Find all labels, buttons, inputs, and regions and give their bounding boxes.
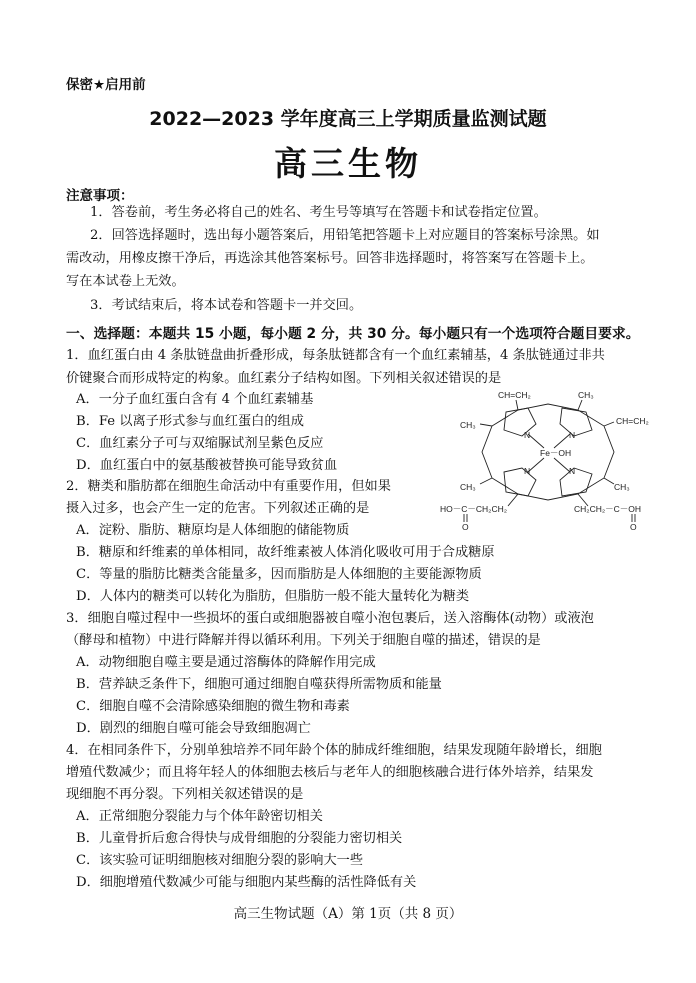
q2-stem-line-1: 2．糖类和脂肪都在细胞生命活动中有重要作用，但如果 [66,479,391,494]
q4-stem-line-1: 4．在相同条件下，分别单独培养不同年龄个体的肺成纤维细胞，结果发现随年龄增长，细胞 [66,743,602,758]
q1-stem-line-2: 价键聚合而形成特定的构象。血红素分子结构如图。下列相关叙述错误的是 [66,371,502,386]
nitrogen-label: N [569,430,576,440]
q4-stem-line-3: 现细胞不再分裂。下列相关叙述错误的是 [66,787,304,802]
methyl-group-label: CH₃ [614,482,630,492]
q4-option-a: A．正常细胞分裂能力与个体年龄密切相关 [76,809,323,824]
subject-title: 高三生物 [274,144,422,183]
heme-structure-diagram [436,390,664,530]
q4-option-b: B．儿童骨折后愈合得快与成骨细胞的分裂能力密切相关 [76,831,403,846]
nitrogen-label: N [524,430,531,440]
q3-option-b: B．营养缺乏条件下，细胞可通过细胞自噬获得所需物质和能量 [76,677,442,692]
q3-stem-line-1: 3．细胞自噬过程中一些损坏的蛋白或细胞器被自噬小泡包裹后，送入溶酶体(动物）或液泡 [66,611,594,626]
oxygen-label: O [462,522,469,530]
q3-stem-line-2: （酵母和植物）中进行降解并得以循环利用。下列关于细胞自噬的描述，错误的是 [66,633,541,648]
q2-option-b: B．糖原和纤维素的单体相同，故纤维素被人体消化吸收可用于合成糖原 [76,545,495,560]
q2-option-c: C．等量的脂肪比糖类含能量多，因而脂肪是人体细胞的主要能源物质 [76,567,482,582]
q2-option-d: D．人体内的糖类可以转化为脂肪，但脂肪一般不能大量转化为糖类 [76,589,470,604]
vinyl-group-label: CH=CH₂ [498,390,531,400]
q3-option-c: C．细胞自噬不会清除感染细胞的微生物和毒素 [76,699,350,714]
notice-item-3: 3．考试结束后，将本试卷和答题卡一并交回。 [90,298,363,313]
notice-item-2-line-1: 2．回答选择题时，选出每小题答案后，用铅笔把答题卡上对应题目的答案标号涂黑。如 [90,228,600,243]
q1-option-a: A．一分子血红蛋白含有 4 个血红素辅基 [76,392,314,407]
vinyl-group-label: CH=CH₂ [616,416,649,426]
q3-option-a: A．动物细胞自噬主要是通过溶酶体的降解作用完成 [76,655,376,670]
propionic-acid-label: HO－C－CH₂CH₂ [440,504,508,514]
notice-item-1: 1．答卷前，考生务必将自己的姓名、考生号等填写在答题卡和试卷指定位置。 [90,205,547,220]
q4-option-d: D．细胞增殖代数减少可能与细胞内某些酶的活性降低有关 [76,875,417,890]
q4-option-c: C．该实验可证明细胞核对细胞分裂的影响大一些 [76,853,364,868]
q1-option-c: C．血红素分子可与双缩脲试剂呈紫色反应 [76,436,324,451]
methyl-group-label: CH₃ [460,482,476,492]
page-footer: 高三生物试题（A）第 1页（共 8 页） [233,906,463,922]
q2-option-a: A．淀粉、脂肪、糖原均是人体细胞的储能物质 [76,523,350,538]
q3-option-d: D．剧烈的细胞自噬可能会导致细胞凋亡 [76,721,311,736]
confidential-label: 保密★启用前 [66,77,146,93]
q1-option-b: B．Fe 以离子形式参与血红蛋白的组成 [76,414,304,429]
notice-item-2-line-3: 写在本试卷上无效。 [66,274,185,289]
q1-stem-line-1: 1．血红蛋白由 4 条肽链盘曲折叠形成，每条肽链都含有一个血红素辅基，4 条肽链通过非共 [66,348,605,363]
q2-stem-line-2: 摄入过多，也会产生一定的危害。下列叙述正确的是 [66,501,370,516]
nitrogen-label: N [524,466,531,476]
q1-option-d: D．血红蛋白中的氨基酸被替换可能导致贫血 [76,458,338,473]
propionic-acid-label: CH₂CH₂－C－OH [574,504,642,514]
methyl-group-label: CH₃ [460,420,476,430]
section-heading: 一、选择题：本题共 15 小题，每小题 2 分，共 30 分。每小题只有一个选项符合题目要求。 [66,326,640,342]
q4-stem-line-2: 增殖代数减少；而且将年轻人的体细胞去核后与老年人的细胞核融合进行体外培养，结果发 [66,765,594,780]
nitrogen-label: N [569,466,576,476]
notice-heading: 注意事项： [66,188,134,204]
exam-title: 2022—2023 学年度高三上学期质量监测试题 [149,108,547,130]
oxygen-label: O [630,522,637,530]
notice-item-2-line-2: 需改动，用橡皮擦干净后，再选涂其他答案标号。回答非选择题时，将答案写在答题卡上。 [66,251,594,266]
methyl-group-label: CH₃ [578,390,594,400]
iron-center-label: Fe－OH [540,448,572,458]
